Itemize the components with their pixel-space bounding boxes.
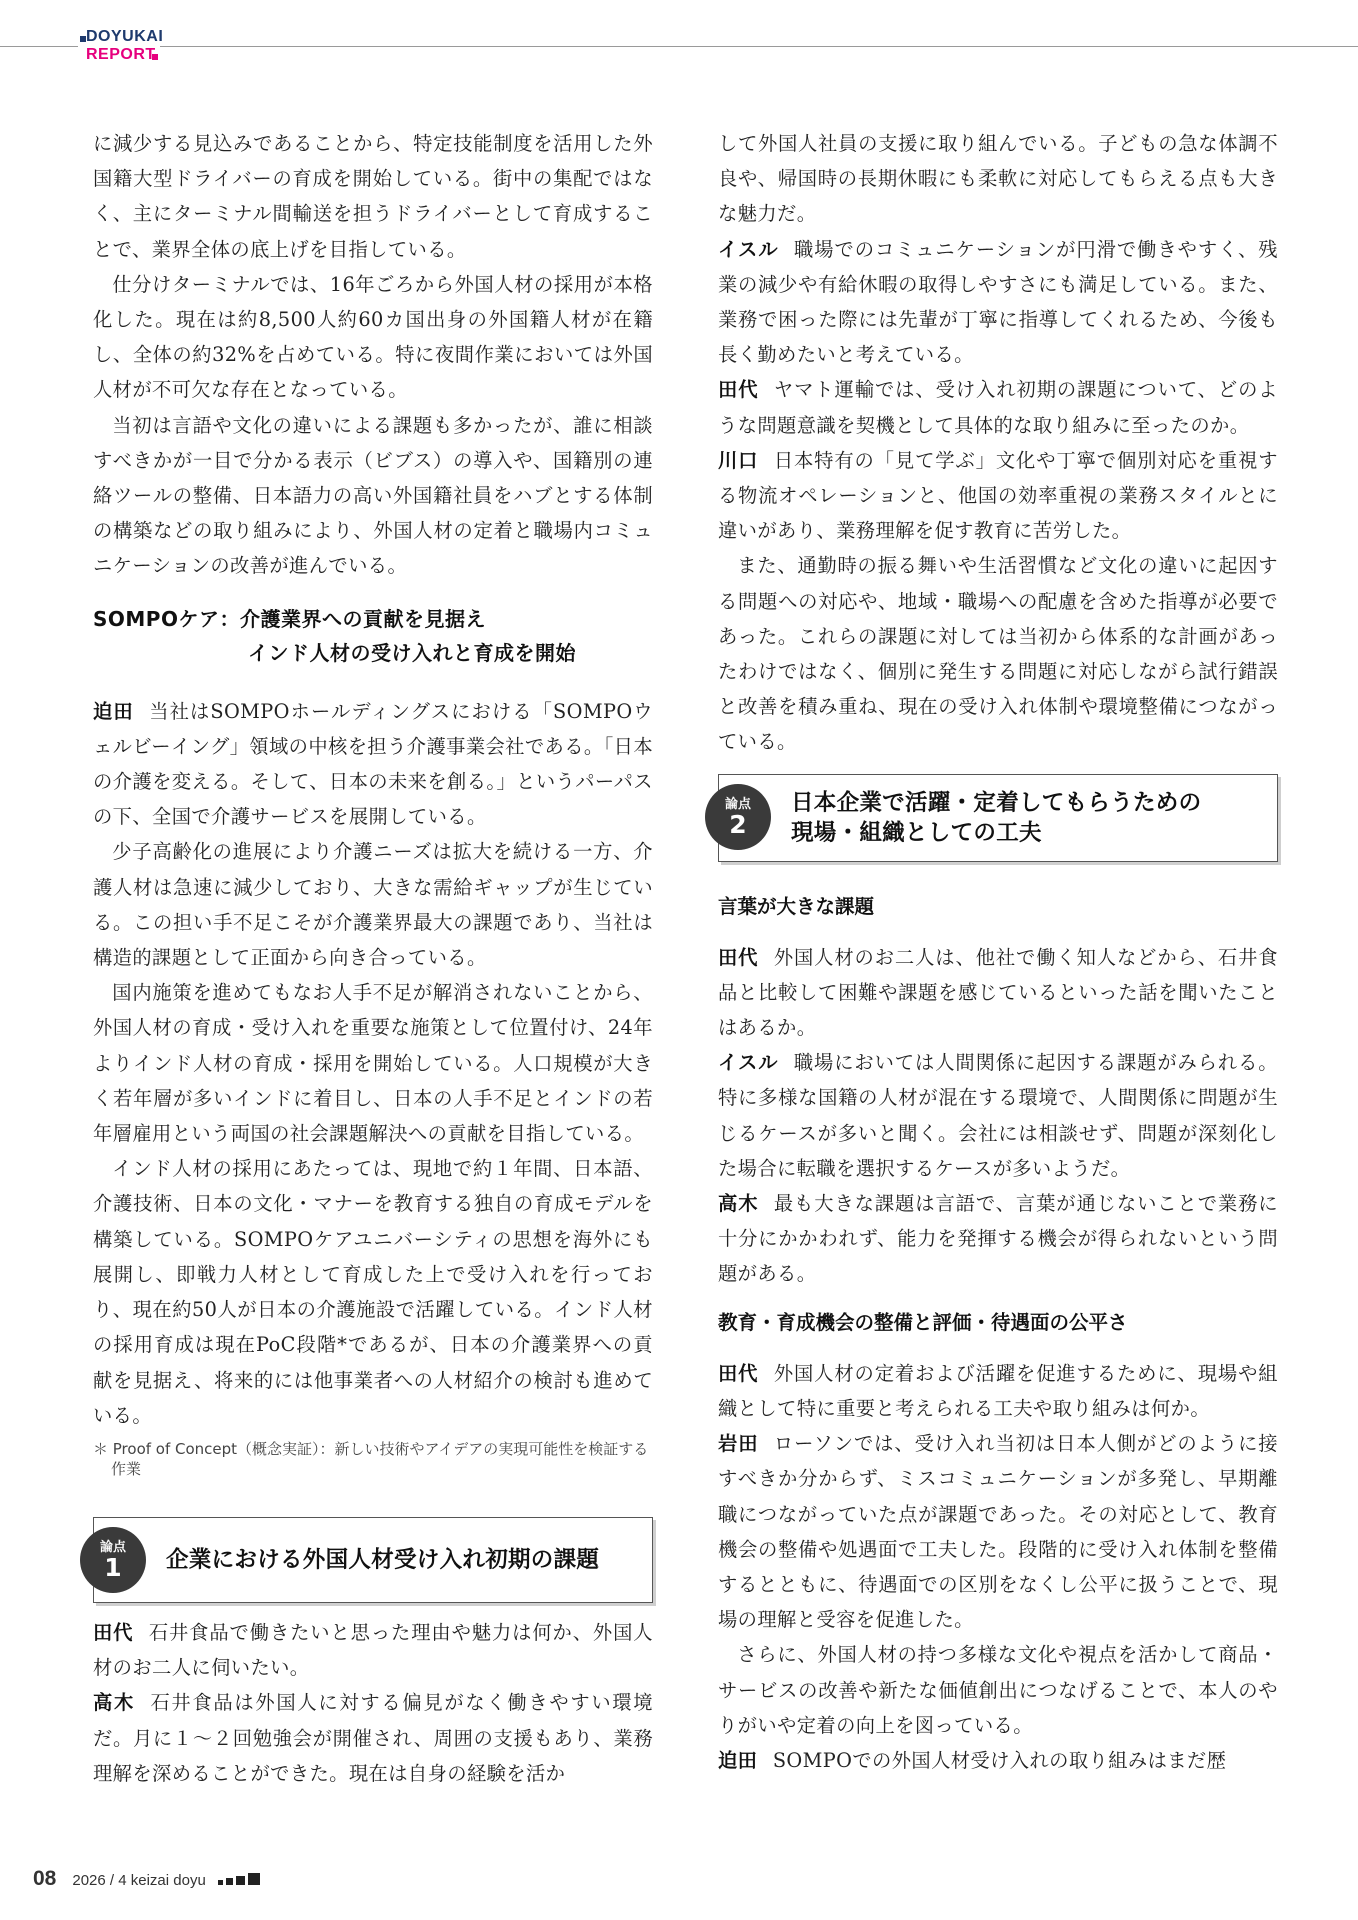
- ronten-badge: [705, 784, 771, 850]
- header-line1: DOYUKAI: [86, 28, 164, 45]
- ronten-badge: [80, 1527, 146, 1593]
- speech-paragraph: [718, 443, 1278, 549]
- paragraph: さらに、外国人材の持つ多様な文化や視点を活かして商品・サービスの改善や新たな価値創出につなげることで、本人のやりがいや定着の向上を図っている。: [718, 1643, 1278, 1737]
- speaker-name: 迫田: [93, 699, 134, 723]
- header-line2: REPORT: [86, 46, 156, 63]
- section-heading: [93, 602, 653, 670]
- speech-paragraph: [93, 694, 653, 835]
- speech-paragraph: [718, 1743, 1278, 1778]
- speech-paragraph: [718, 232, 1278, 373]
- speech-paragraph: [718, 1426, 1278, 1637]
- speech-text: ヤマト運輸では、受け入れ初期の課題について、どのような問題意識を契機として具体的な取り組みに至ったのか。: [718, 378, 1278, 437]
- page-footer: [33, 1867, 263, 1891]
- speech-paragraph: [718, 372, 1278, 442]
- speaker-name: 川口: [718, 448, 759, 472]
- speaker-name: イスル: [718, 1051, 779, 1075]
- section-header: [86, 28, 163, 64]
- speech-text: 石井食品は外国人に対する偏見がなく働きやすい環境だ。月に１～２回勉強会が開催され、周囲の支援もあり、業務理解を深めることができた。現在は自身の経験を活か: [93, 1691, 653, 1785]
- issue-label: 2026 / 4 keizai doyu: [72, 1872, 206, 1889]
- speech-text: 日本特有の「見て学ぶ」文化や丁寧で個別対応を重視する物流オペレーションと、他国の効率重視の業務スタイルとに違いがあり、業務理解を促す教育に苦労した。: [718, 448, 1278, 543]
- speech-paragraph: [718, 1356, 1278, 1426]
- ronten-title: 企業における外国人材受け入れ初期の課題: [166, 1546, 600, 1573]
- speech-text: ローソンでは、受け入れ当初は日本人側がどのように接すべきか分からず、ミスコミュニケーションが多発し、早期離職につながっていた点が課題であった。その対応として、教育機会の整備や処遇面で工夫した。段階的に受け入れ体制を整備するとともに、待遇面での区別をなくし公平に扱うことで、現場の理解と受容を促進した。: [718, 1432, 1278, 1632]
- ronten-title-line1: 日本企業で活躍・定着してもらうための: [791, 789, 1202, 816]
- ronten-box-1: [93, 1517, 653, 1603]
- paragraph: に減少する見込みであることから、特定技能制度を活用した外国籍大型ドライバーの育成を開始している。街中の集配ではなく、主にターミナル間輸送を担うドライバーとして育成することで、業界全体の底上げを目指している。: [93, 132, 653, 261]
- subheading: 教育・育成機会の整備と評価・待遇面の公平さ: [718, 1310, 1128, 1334]
- speaker-name: 田代: [718, 1361, 759, 1385]
- footer-square-icon: [248, 1873, 260, 1885]
- speech-paragraph: [93, 1615, 653, 1685]
- speech-text: 当社はSOMPOホールディングスにおける「SOMPOウェルビーイング」領域の中核を担う介護事業会社である。「日本の介護を変える。そして、日本の未来を創る。」というパーパスの下、全国で介護サービスを展開している。: [93, 699, 653, 829]
- ronten-badge-number: 2: [729, 809, 747, 839]
- ronten-badge-number: 1: [104, 1552, 122, 1582]
- footnote: ＊ Proof of Concept（概念実証）：新しい技術やアイデアの実現可能性を検証する作業: [93, 1439, 649, 1478]
- section-heading-line1: SOMPOケア：介護業界への貢献を見据え: [93, 606, 486, 631]
- speech-text: 職場においては人間関係に起因する課題がみられる。特に多様な国籍の人材が混在する環境で、人間関係に問題が生じるケースが多いと聞く。会社には相談せず、問題が深刻化した場合に転職を選択するケースが多いようだ。: [718, 1051, 1278, 1180]
- right-column: [718, 126, 1278, 1778]
- speech-text: 外国人材のお二人は、他社で働く知人などから、石井食品と比較して困難や課題を感じているといった話を聞いたことはあるか。: [718, 945, 1278, 1040]
- speaker-name: 田代: [718, 378, 759, 402]
- speaker-name: 高木: [93, 1691, 135, 1715]
- ronten-title: [719, 788, 1201, 848]
- header-rule-left: [0, 46, 78, 47]
- speaker-name: 岩田: [718, 1432, 759, 1456]
- section-heading-line2: インド人材の受け入れと育成を開始: [248, 640, 576, 665]
- speech-text: SOMPOでの外国人材受け入れの取り組みはまだ歴: [772, 1748, 1227, 1772]
- paragraph: 少子高齢化の進展により介護ニーズは拡大を続ける一方、介護人材は急速に減少しており、大きな需給ギャップが生じている。この担い手不足こそが介護業界最大の課題であり、当社は構造的課題として正面から向き合っている。: [93, 840, 653, 970]
- paragraph: また、通勤時の振る舞いや生活習慣など文化の違いに起因する問題への対応や、地域・職場への配慮を含めた指導が必要であった。これらの課題に対しては当初から体系的な計画があったわけではなく、個別に発生する問題に対応しながら試行錯誤と改善を積み重ね、現在の受け入れ体制や環境整備につながっている。: [718, 554, 1278, 754]
- speech-paragraph: [718, 1045, 1278, 1186]
- speech-text: 職場でのコミュニケーションが円滑で働きやすく、残業の減少や有給休暇の取得しやすさにも満足している。また、業務で困った際には先輩が丁寧に指導してくれるため、今後も長く勤めたいと考えている。: [718, 237, 1278, 367]
- speech-paragraph: [718, 940, 1278, 1046]
- footer-square-icon: [218, 1880, 223, 1885]
- footer-square-icon: [226, 1878, 233, 1885]
- speech-paragraph: [93, 1685, 653, 1791]
- ronten-title-line2: 現場・組織としての工夫: [791, 819, 1042, 846]
- speech-text: 石井食品で働きたいと思った理由や魅力は何か、外国人材のお二人に伺いたい。: [93, 1620, 653, 1680]
- footer-square-icon: [236, 1876, 245, 1885]
- ronten-badge-label: 論点: [724, 796, 751, 812]
- speech-text: 外国人材の定着および活躍を促進するために、現場や組織として特に重要と考えられる工夫や取り組みは何か。: [718, 1361, 1278, 1420]
- paragraph: 仕分けターミナルでは、16年ごろから外国人材の採用が本格化した。現在は約8,500人約60カ国出身の外国籍人材が在籍し、全体の約32%を占めている。特に夜間作業においては外国人材が不可欠な存在となっている。: [93, 272, 653, 402]
- speaker-name: イスル: [718, 237, 779, 261]
- ronten-box-2: [718, 774, 1278, 862]
- paragraph: インド人材の採用にあたっては、現地で約１年間、日本語、介護技術、日本の文化・マナーを教育する独自の育成モデルを構築している。SOMPOケアユニバーシティの思想を海外にも展開し、即戦力人材として育成した上で受け入れを行っており、現在約50人が日本の介護施設で活躍している。インド人材の採用育成は現在PoC段階*であるが、日本の介護業界への貢献を見据え、将来的には他事業者への人材紹介の検討も進めている。: [93, 1157, 653, 1427]
- speech-text: 最も大きな課題は言語で、言葉が通じないことで業務に十分にかかわれず、能力を発揮する機会が得られないという問題がある。: [718, 1192, 1278, 1286]
- paragraph: して外国人社員の支援に取り組んでいる。子どもの急な体調不良や、帰国時の長期休暇にも柔軟に対応してもらえる点も大きな魅力だ。: [718, 132, 1278, 226]
- paragraph: 国内施策を進めてもなお人手不足が解消されないことから、外国人材の育成・受け入れを重要な施策として位置付け、24年よりインド人材の育成・採用を開始している。人口規模が大きく若年層が多いインドに着目し、日本の人手不足とインドの若年層雇用という両国の社会課題解決への貢献を目指している。: [93, 981, 653, 1146]
- paragraph: 当初は言語や文化の違いによる課題も多かったが、誰に相談すべきかが一目で分かる表示（ビブス）の導入や、国籍別の連絡ツールの整備、日本語力の高い外国籍社員をハブとする体制の構築などの取り組みにより、外国人材の定着と職場内コミュニケーションの改善が進んでいる。: [93, 413, 653, 578]
- subheading: 言葉が大きな課題: [718, 894, 875, 918]
- speaker-name: 田代: [718, 945, 759, 969]
- speech-paragraph: [718, 1186, 1278, 1292]
- header-rule-right: [160, 46, 1358, 47]
- ronten-badge-label: 論点: [99, 1539, 126, 1555]
- speaker-name: 高木: [718, 1192, 759, 1216]
- left-column: [93, 126, 653, 1791]
- page-number: 08: [33, 1867, 57, 1890]
- speaker-name: 田代: [93, 1620, 134, 1644]
- speaker-name: 迫田: [718, 1748, 758, 1772]
